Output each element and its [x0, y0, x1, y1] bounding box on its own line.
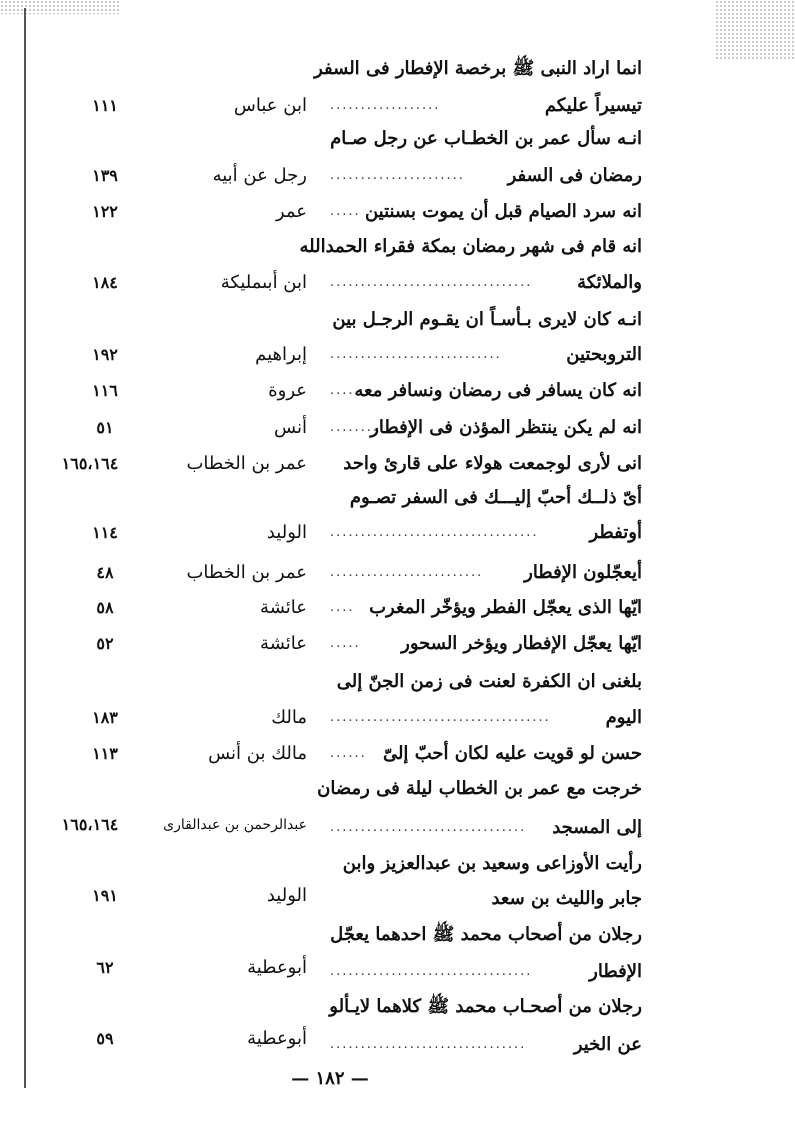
entry-narrator: أنس [274, 417, 307, 438]
entry-text-line2: عن الخير [573, 1034, 642, 1055]
entry-text-line1: انه قام فى شهر رمضان بمكة فقراء الحمدالله [299, 236, 642, 257]
dot-leader: ...................... [330, 168, 465, 183]
dot-leader: ..... [330, 204, 361, 219]
entry-narrator: أبوعطية [247, 1028, 307, 1049]
entry-page-numbers: ١٨٣ [92, 708, 118, 727]
entry-text-line2: حسن لو قويت عليه لكان أحبّ إلىّ [382, 743, 642, 764]
dot-leader: ..... [330, 636, 361, 651]
dot-leader: ..... [330, 383, 361, 398]
entry-page-numbers: ١١٤ [92, 523, 118, 542]
entry-text-line2: التروبحتين [566, 344, 642, 365]
entry-page-numbers: ١٩٢ [92, 345, 118, 364]
entry-text-line1: انـه سأل عمر بن الخطـاب عن رجل صـام [330, 128, 642, 149]
entry-page-numbers: ٥٩ [96, 1029, 114, 1048]
entry-narrator: إبراهيم [255, 344, 307, 365]
entry-page-numbers: ٤٨ [96, 563, 114, 582]
entry-page-numbers: ١٨٤ [92, 273, 118, 292]
entry-text-line2: ايّها الذى يعجّل الفطر ويؤخّر المغرب [369, 597, 642, 618]
page-number-footer: — ١٨٢ — [291, 1068, 369, 1089]
dot-leader: ........ [330, 420, 380, 435]
entry-text-line2: ايّها يعجّل الإفطار ويؤخر السحور [401, 633, 642, 654]
entry-text-line2: أيعجّلون الإفطار [524, 562, 642, 583]
entry-text-line2: انى لأرى لوجمعت هولاء على قارئ واحد [343, 453, 642, 474]
entry-narrator: عمر [275, 201, 307, 222]
entry-text-line2: انه لم يكن ينتظر المؤذن فى الإفطار [370, 417, 642, 438]
dot-leader: ......................... [330, 565, 484, 580]
scan-noise [0, 0, 120, 14]
entry-narrator: ابن أبىمليكة [220, 272, 307, 293]
entry-text-line2: جابر والليث بن سعد [491, 888, 642, 909]
entry-text-line1: انما اراد النبى ﷺ برخصة الإفطار فى السفر [314, 58, 642, 79]
entry-text-line1: رجلان من أصحـاب محمد ﷺ كلاهما لايـألو [329, 996, 642, 1017]
entry-text-line2: والملائكة [577, 272, 642, 293]
entry-narrator: الوليد [266, 885, 307, 906]
entry-page-numbers: ٥٨ [96, 598, 114, 617]
entry-text-line1: خرجت مع عمر بن الخطاب ليلة فى رمضان [317, 778, 642, 799]
entry-page-numbers: ٥٢ [96, 634, 114, 653]
entry-page-numbers: ١١٦ [92, 381, 118, 400]
dot-leader: ................................ [330, 1037, 527, 1052]
entry-text-line2: اليوم [605, 707, 642, 728]
entry-text-line2: تيسيراً عليكم [544, 95, 642, 116]
entry-narrator: رجل عن أبيه [212, 165, 307, 186]
entry-narrator: عمر بن الخطاب [186, 453, 307, 474]
entry-narrator: عائشة [260, 633, 307, 654]
entry-text-line2: إلى المسجد [552, 817, 642, 838]
entry-narrator: مالك بن أنس [208, 743, 307, 764]
entry-page-numbers: ١٦٥،١٦٤ [61, 815, 119, 834]
entry-text-line2: أوتفطر [589, 522, 642, 543]
entry-text-line2: انه سرد الصيام قبل أن يموت بسنتين [364, 201, 642, 222]
entry-narrator: الوليد [266, 522, 307, 543]
entry-narrator: عروة [268, 380, 307, 401]
entry-narrator: مالك [271, 707, 307, 728]
dot-leader: .................................. [330, 525, 539, 540]
dot-leader: ................................. [330, 275, 533, 290]
dot-leader: .... [330, 600, 355, 615]
dot-leader: ................................ [330, 820, 527, 835]
entry-page-numbers: ١١١ [92, 96, 118, 115]
entry-narrator: عمر بن الخطاب [186, 562, 307, 583]
entry-narrator: عبدالرحمن بن عبدالقارى [163, 817, 307, 833]
entry-text-line1: أىّ ذلــك أحبّ إليـــك فى السفر تصـوم [349, 487, 642, 508]
entry-text-line1: بلغنى ان الكفرة لعنت فى زمن الجنّ إلى [336, 671, 642, 692]
dot-leader: .................. [330, 98, 441, 113]
entry-narrator: ابن عباس [233, 95, 307, 116]
entry-page-numbers: ١٦٥،١٦٤ [61, 454, 119, 473]
entry-text-line2: الإفطار [589, 961, 642, 982]
entry-narrator: عائشة [260, 597, 307, 618]
entry-text-line1: انـه كان لايرى بـأسـاً ان يقـوم الرجـل بين [332, 309, 642, 330]
page-edge-rule [24, 8, 26, 1088]
entry-text-line2: رمضان فى السفر [507, 165, 642, 186]
entry-page-numbers: ١٩١ [92, 886, 118, 905]
entry-page-numbers: ١٢٢ [92, 202, 118, 221]
entry-text-line2: انه كان يسافر فى رمضان ونسافر معه [354, 380, 642, 401]
entry-text-line1: رجلان من أصحاب محمد ﷺ احدهما يعجّل [330, 924, 642, 945]
entry-page-numbers: ٥١ [96, 418, 114, 437]
entry-page-numbers: ١٣٩ [92, 166, 118, 185]
entry-page-numbers: ١١٣ [92, 744, 118, 763]
scan-noise [715, 0, 795, 60]
dot-leader: ............................ [330, 347, 502, 362]
entry-narrator: أبوعطية [247, 957, 307, 978]
entry-text-line1: رأيت الأوزاعى وسعيد بن عبدالعزيز وابن [342, 853, 642, 874]
entry-page-numbers: ٦٢ [96, 958, 114, 977]
dot-leader: .................................... [330, 710, 551, 725]
dot-leader: ................................. [330, 964, 533, 979]
dot-leader: ...... [330, 746, 367, 761]
